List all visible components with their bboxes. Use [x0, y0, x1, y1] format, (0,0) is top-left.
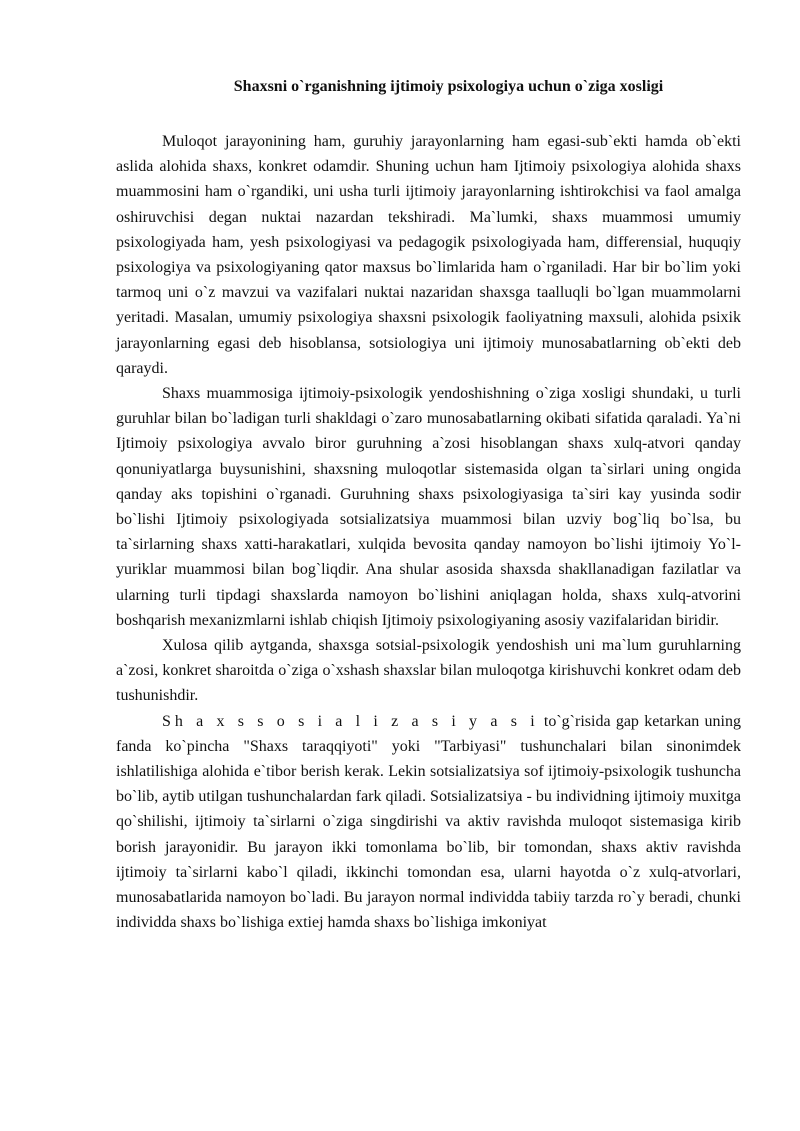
- paragraph-3: Xulosa qilib aytganda, shaxsga sotsial-psixologik yendoshish uni ma`lum guruhlarning a`zosi, konkret sharoitda o`ziga o`xshash shaxslar bilan muloqotga kirishuvchi konkret odam deb tushunishdir.: [116, 637, 741, 705]
- paragraph-1: Muloqot jarayonining ham, guruhiy jarayonlarning ham egasi-sub`ekti hamda ob`ekti aslida alohida shaxs, konkret odamdir. Shuning uchun ham Ijtimoiy psixologiya alohida shaxs muammosini ham o`rgandiki, uni usha turli ijtimoiy jarayonlarning ishtirokchisi va faol amalga oshiruvchisi degan nuktai nazardan tekshiradi. Ma`lumki, shaxs muammosi umumiy psixologiyada ham, yesh psixologiyasi va pedagogik psixologiyada ham, differensial, huquqiy psixologiya va psixologiyaning qator maxsus bo`limlarida ham o`rganiladi. Har bir bo`lim yoki tarmoq uni o`z mavzui va vazifalari nuktai nazaridan shaxsga taalluqli bo`lgan muammolarni yeritadi. Masalan, umumiy psixologiya shaxsni psixologik faoliyatning maxsuli, alohida psixik jarayonlarning egasi deb hisoblansa, sotsiologiya uni ijtimoiy munosabatlarning ob`ekti deb qaraydi.: [116, 133, 741, 377]
- paragraph-4: [116, 709, 741, 936]
- paragraph-2: Shaxs muammosiga ijtimoiy-psixologik yendoshishning o`ziga xosligi shundaki, u turli guruhlar bilan bo`ladigan turli shakldagi o`zaro munosabatlarning okibati sifatida qaraladi. Ya`ni Ijtimoiy psixologiya avvalo biror guruhning a`zosi hisoblangan shaxs xulq-atvori qanday qonuniyatlarga buysunishini, shaxsning muloqotlar sistemasida olgan ta`sirlari uning ongida qanday aks topishini o`rganadi. Guruhning shaxs psixologiyasiga ta`siri kay yusinda sodir bo`lishi Ijtimoiy psixologiyada sotsializatsiya muammosi bilan uzviy bog`liq bo`lsa, bu ta`sirlarning shaxs xatti-harakatlari, xulqida bevosita qanday namoyon bo`lishi ijtimoiy Yo`l-yuriklar muammosi bilan bog`liqdir. Ana shular asosida shaxsda shakllanadigan fazilatlar va ularning turli tipdagi shaxslarda namoyon bo`lishini aniqlagan holda, shaxs xulq-atvorini boshqarish mexanizmlarni ishlab chiqish Ijtimoiy psixologiyaning asosiy vazifalaridan biridir.: [116, 385, 741, 629]
- paragraph-4-rest: to`g`risida gap ketarkan uning fanda ko`pincha "Shaxs taraqqiyoti" yoki "Tarbiyasi" tushunchalari bilan sinonimdek ishlatilishiga alohida e`tibor berish kerak. Lekin sotsializatsiya sof ijtimoiy-psixologik tushuncha bo`lib, aytib utilgan tushunchalardan fark qiladi. Sotsializatsiya - bu individning ijtimoiy muxitga qo`shilishi, ijtimoiy ta`sirlarni o`ziga singdirishi va aktiv ravishda muloqot sistemasiga kirib borish jarayonidir. Bu jarayon ikki tomonlama bo`lib, bir tomondan, shaxs aktiv ravishda ijtimoiy ta`sirlarni kabo`l qiladi, ikkinchi tomondan esa, ularni hayotda o`z xulq-atvorlari, munosabatlarida namoyon bo`ladi. Bu jarayon normal individda tabiiy tarzda ro`y beradi, chunki individda shaxs bo`lishiga extiej hamda shaxs bo`lishiga imkoniyat: [116, 712, 741, 932]
- document-page: [116, 74, 741, 936]
- paragraph-4-lead: Sh a x s s o s i a l i z a s i y a s i: [162, 712, 539, 730]
- document-title: Shaxsni o`rganishning ijtimoiy psixologiya uchun o`ziga xosligi: [233, 78, 664, 95]
